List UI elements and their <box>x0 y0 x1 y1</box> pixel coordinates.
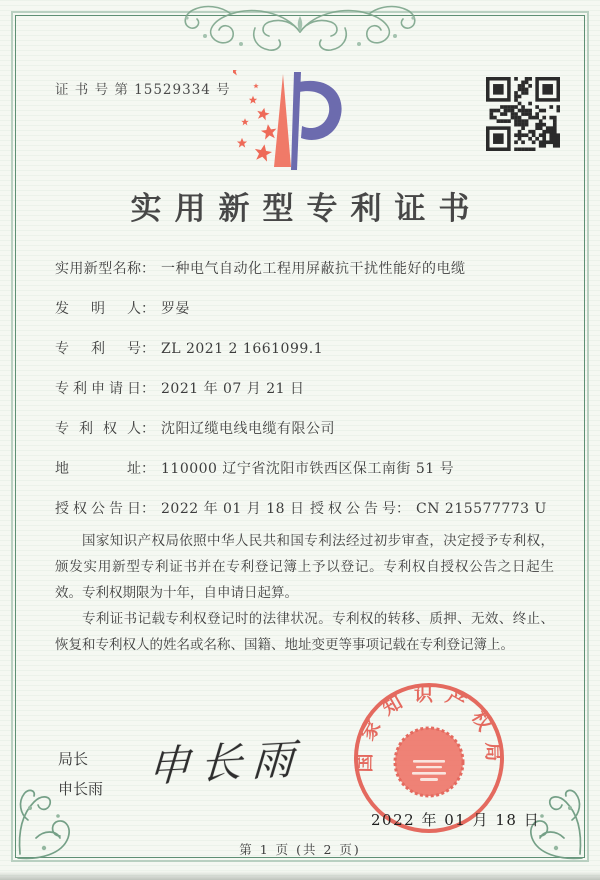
field-label: 授权公告日 <box>55 501 141 517</box>
field-label: 发明人 <box>55 301 141 317</box>
certificate-number: 证 书 号 第 15529334 号 <box>55 82 231 98</box>
seal-text: 国家知识产权局 <box>353 683 505 773</box>
legal-paragraph-1: 国家知识产权局依照中华人民共和国专利法经过初步审查，决定授予专利权，颁发实用新型专利证书并在专利登记簿上予以登记。专利权自授权公告之日起生效。专利权期限为十年，自申请日起算。 <box>55 533 554 601</box>
legal-paragraph-2: 专利证书记载专利权登记时的法律状况。专利权的转移、质押、无效、终止、恢复和专利权人的姓名或名称、国籍、地址变更等事项记载在专利登记簿上。 <box>55 611 554 653</box>
paper-edge-shadow <box>0 871 600 880</box>
field-label: 专利申请日 <box>55 381 141 397</box>
field-colon: ： <box>141 501 155 517</box>
certificate-title: 实用新型专利证书 <box>130 191 483 227</box>
logo-stars <box>233 70 278 162</box>
page-number: 第 1 页 (共 2 页) <box>239 842 361 857</box>
field-value: 罗晏 <box>161 301 190 317</box>
field-value: 沈阳辽缆电线电缆有限公司 <box>161 421 335 437</box>
field-colon: ： <box>396 501 410 517</box>
field-value: 一种电气自动化工程用屏蔽抗干扰性能好的电缆 <box>161 261 466 277</box>
field-grant-date <box>55 496 310 522</box>
qr-code <box>486 77 560 151</box>
field-value: 2022 年 01 月 18 日 <box>161 501 305 517</box>
border-ornament-top-icon <box>135 0 465 60</box>
field-grant-number <box>310 496 547 522</box>
field-grant-row <box>55 496 560 522</box>
field-value: 2021 年 07 月 21 日 <box>161 381 305 397</box>
field-address <box>55 456 560 482</box>
field-label: 实用新型名称 <box>55 261 141 277</box>
field-value: ZL 2021 2 1661099.1 <box>161 341 324 357</box>
field-label: 地址 <box>55 461 141 477</box>
field-colon: ： <box>141 461 155 477</box>
field-value: CN 215577773 U <box>416 501 547 517</box>
field-colon: ： <box>141 341 155 357</box>
field-label: 专利号 <box>55 341 141 357</box>
signer-block <box>58 744 103 804</box>
director-signature: 申长雨 <box>146 733 306 792</box>
logo-purple-p <box>291 72 342 170</box>
signer-title: 局长 <box>58 750 89 768</box>
field-patent-number <box>55 336 560 362</box>
field-list <box>55 256 560 536</box>
legal-text <box>55 528 554 658</box>
seal-emblem <box>395 728 463 796</box>
field-application-date <box>55 376 560 402</box>
field-label: 专利权人 <box>55 421 141 437</box>
field-colon: ： <box>141 301 155 317</box>
field-patentee <box>55 416 560 442</box>
cnipa-logo-icon <box>233 70 351 176</box>
field-value: 110000 辽宁省沈阳市铁西区保工南街 51 号 <box>161 461 455 477</box>
field-colon: ： <box>141 381 155 397</box>
seal-date: 2022 年 01 月 18 日 <box>371 811 541 829</box>
field-colon: ： <box>141 261 155 277</box>
field-utility-model-name <box>55 256 560 282</box>
field-inventor <box>55 296 560 322</box>
field-colon: ： <box>141 421 155 437</box>
logo-red-spike <box>274 74 291 167</box>
signer-name: 申长雨 <box>58 780 104 798</box>
field-label: 授权公告号 <box>310 501 396 517</box>
